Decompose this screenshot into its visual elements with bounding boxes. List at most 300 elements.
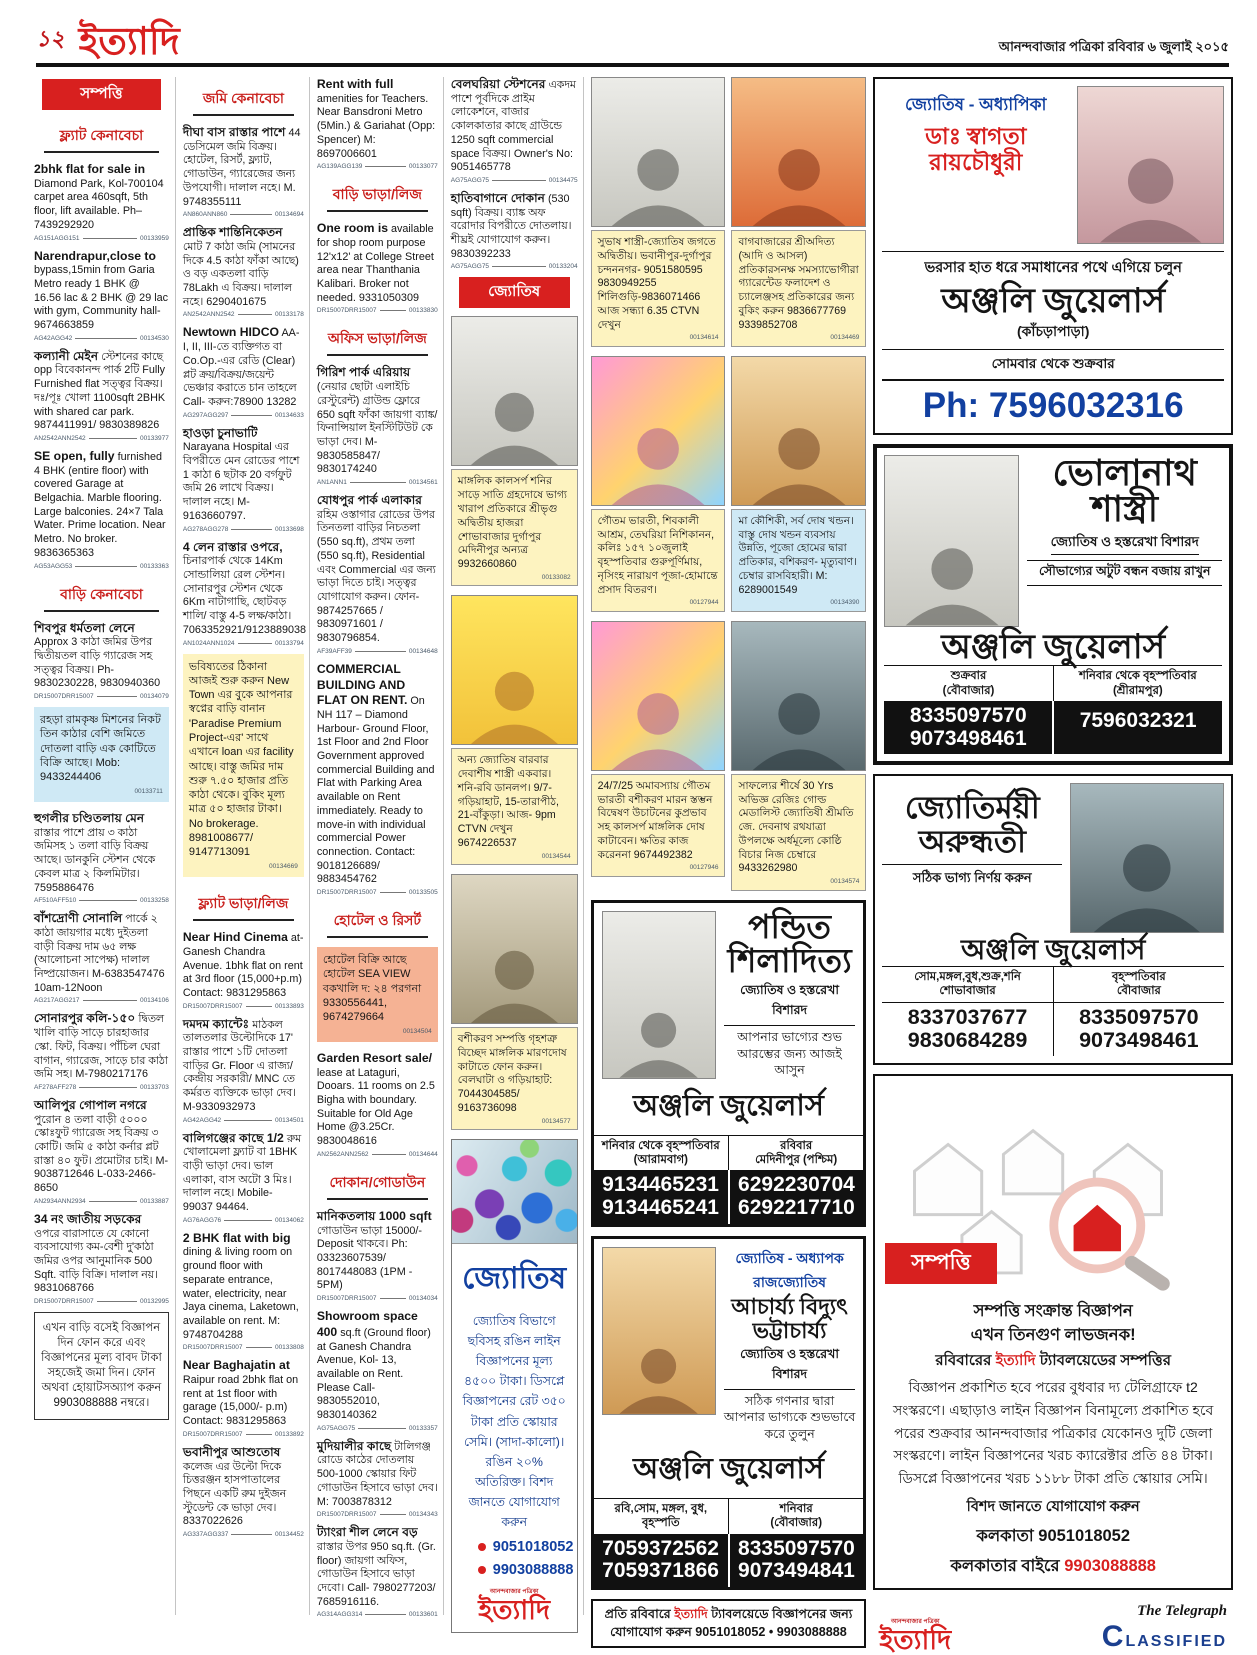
ad-code: AG314AGG314 bbox=[316, 1611, 363, 1619]
ad-text bbox=[34, 1098, 169, 1196]
slot-place: বৌবাজার bbox=[1116, 985, 1161, 998]
ad-text bbox=[34, 1212, 169, 1296]
etyadi-logo bbox=[879, 1608, 951, 1654]
code-rule bbox=[372, 1154, 406, 1155]
ad-headline: Newtown HIDCO bbox=[182, 325, 280, 340]
ad-code-row bbox=[317, 648, 438, 655]
ad-serial: 00133698 bbox=[274, 525, 304, 533]
slot-place: (শ্রীরামপুর) bbox=[1112, 684, 1163, 697]
code-rule bbox=[246, 1006, 272, 1007]
ad-serial: 00133959 bbox=[139, 234, 169, 242]
astrologer-photo bbox=[731, 621, 866, 771]
ad-serial: 00134577 bbox=[541, 1117, 571, 1125]
slot-place: শোভাবাজার bbox=[939, 985, 996, 998]
code-rule bbox=[231, 1534, 272, 1535]
ad-body: ভবিষ্যতের ঠিকানা আজই শুরু করুন New Town এর বুকে আপনার স্বপ্নের বাড়ি বানান 'Paradise Premium Project-এর' সাথে এখানে loan এর facility আছে। বাস্তু জমির দাম শুরু ৭.৫০ হাজার প্রতি কাঠা থেকে। বুকিং মূল্য মাত্র ৫০ হাজার টাকা। No brokerage. 8981008677/ 9147713091 bbox=[188, 660, 294, 859]
classified-ad bbox=[34, 621, 169, 701]
ad-text bbox=[34, 449, 169, 561]
bullet-dot bbox=[478, 1543, 486, 1551]
ad-serial: 00134106 bbox=[139, 997, 169, 1005]
ad-body: (নেয়ার ছোটা এলাইচি রেস্টুরেন্ট) গ্রাউন্ড ফ্লোরে 650 sqft ফাঁকা জায়গা ব্যাঙ্ক/ফিনান্সিয়াল ইনস্টিটিউট কে ভাড়া দেব। M- 9830585847/ 9830174240 bbox=[316, 381, 438, 476]
astrologer-photo bbox=[591, 356, 726, 506]
ad-serial: 00133082 bbox=[541, 573, 571, 581]
ad-code-row bbox=[183, 640, 304, 647]
ad-headline: কল্যানী মেইন bbox=[34, 348, 99, 363]
photo-caption bbox=[591, 509, 726, 612]
ad-headline: Garden Resort sale/ bbox=[316, 1050, 433, 1065]
dateline: আনন্দবাজার পত্রিকা রবিবার ৬ জুলাই ২০১৫ bbox=[998, 39, 1229, 54]
slot-days: বৃহস্পতিবার bbox=[1112, 970, 1166, 983]
phone-cell bbox=[728, 1170, 864, 1223]
column-astrologer-ads bbox=[591, 77, 867, 1639]
section-heading: বাড়ি ভাড়া/লিজ bbox=[327, 177, 428, 212]
classified-ad bbox=[317, 1525, 438, 1618]
astrologer-photo bbox=[731, 356, 866, 506]
phone-cell bbox=[594, 1170, 728, 1223]
ad-code-row bbox=[183, 211, 304, 218]
ad-serial: 00133893 bbox=[274, 1002, 304, 1010]
ad-body: On NH 117 – Diamond Harbour- Ground Floor, 1st Floor and 2nd Floor Government approved commercial Building and Flat with Parking Area available on Rent immediately. Ready to move-in with individual commercial Power connection. Contact: 9018126689/ 9883454762 bbox=[316, 695, 435, 886]
strip-text: ট্যাবলয়েডে বিজ্ঞাপনের জন্য bbox=[711, 1606, 853, 1621]
swagata-kicker: জ্যোতিষ - অধ্যাপিকা bbox=[905, 95, 1047, 114]
ad-headline: শিবপুর ধর্মতলা লেনে bbox=[34, 620, 135, 635]
ad-headline: Narendrapur,close to bbox=[34, 248, 156, 263]
property-banner: সম্পত্তি bbox=[885, 1243, 996, 1284]
ad-code-row bbox=[34, 997, 169, 1004]
ad-headline: দীঘা বাস রাস্তার পাশে bbox=[182, 125, 286, 139]
section-heading: বাড়ি কেনাবেচা bbox=[44, 577, 159, 612]
classified-ad bbox=[183, 1358, 304, 1438]
classified-ad bbox=[34, 249, 169, 342]
swagata-photo bbox=[1077, 86, 1224, 244]
masthead-small: আনন্দবাজার পত্রিকা bbox=[890, 1618, 940, 1625]
anjali-jewellers-brand: অঞ্জলি জুয়েলার্স bbox=[941, 628, 1166, 666]
bullet-dot bbox=[478, 1566, 486, 1574]
classified-ad bbox=[183, 1445, 304, 1538]
pandit-subtitle: জ্যোতিষ ও হস্তরেখা বিশারদ bbox=[740, 983, 839, 1018]
ad-headline: ভবানীপুর আশুতোষ bbox=[182, 1444, 281, 1459]
ad-code: DR15007DRR15007 bbox=[316, 889, 377, 897]
ad-code-row bbox=[34, 1298, 169, 1305]
swagata-name: ডাঃ স্বাগতা রায়চৌধুরী bbox=[925, 124, 1027, 176]
section-heading: জমি কেনাবেচা bbox=[193, 81, 294, 116]
ad-serial: 00134669 bbox=[268, 862, 298, 870]
pandit-siladitya-ad bbox=[591, 900, 867, 1227]
ad-text bbox=[183, 1131, 304, 1215]
classified-ad bbox=[34, 449, 169, 570]
ad-code-row bbox=[34, 897, 169, 904]
ad-code-row bbox=[317, 163, 438, 170]
ad-body: Diamond Park, Kol-700104 carpet area 460sqft, 5th floor, lift available. Ph–7439292920 bbox=[34, 177, 164, 231]
promo-contact-label: বিশদ জানতে যোগাযোগ করুন bbox=[966, 1498, 1140, 1515]
promo-outside-line bbox=[885, 1553, 1221, 1580]
section-masthead: ইত্যাদি bbox=[78, 20, 180, 63]
code-rule bbox=[380, 310, 406, 311]
code-rule bbox=[380, 892, 406, 893]
ad-code-row bbox=[34, 563, 169, 570]
slot-place: মেদিনীপুর (পশ্চিম) bbox=[755, 1154, 838, 1166]
ad-serial: 00134544 bbox=[541, 852, 571, 860]
ad-serial: 00134469 bbox=[830, 334, 860, 342]
ad-body: পুরোন ৪ তলা বাড়ী ৫০০০ স্কোঃফুট গ্যারেজ সহ বিক্রয় ৩ কোটি। জমি ৫ কাঠা কর্নার প্লট রাস্তা ৪০ ফুট। প্রমোটার চাই। M-9038712646 L-033-2466-8650 bbox=[34, 1113, 169, 1195]
swagata-phone: Ph: 7596032316 bbox=[922, 385, 1184, 425]
ad-code: AG53AGG53 bbox=[34, 562, 73, 570]
ad-text bbox=[34, 621, 169, 692]
ad-code: AG151AGG151 bbox=[34, 234, 80, 242]
jyotirmoyee-schedule bbox=[882, 966, 1224, 1002]
promo-body: বিজ্ঞাপন প্রকাশিত হবে পরের বুধবার দ্য টেলিগ্রাফে t2 সংস্করণে। এছাড়াও লাইন বিজ্ঞাপন বিনামূল্যে প্রকাশিত হবে পরের শুক্রবার আনন্দবাজার পত্রিকার যেকোনও দুটি জেলা সংস্করণে। লাইন বিজ্ঞাপনের খরচ ক্যারেক্টার প্রতি ৪৪ টাকা। ডিসপ্লে বিজ্ঞাপনের খরচ ১১৮৮ টাকা প্রতি স্কোয়ার সেমি। bbox=[893, 1379, 1214, 1486]
phone-cell bbox=[882, 1003, 1052, 1056]
contact-phone-line bbox=[452, 1562, 577, 1578]
code-rule bbox=[97, 696, 137, 697]
column-display-ads bbox=[873, 77, 1233, 1655]
photo-caption bbox=[731, 509, 866, 612]
section-heading: ফ্ল্যাট ভাড়া/লিজ bbox=[193, 886, 294, 921]
section-banner: জ্যোতিষ bbox=[459, 277, 570, 308]
tabloid-contact-strip bbox=[591, 1599, 867, 1648]
ad-headline: হাওড়া চুনাভাটি bbox=[182, 425, 258, 440]
ad-serial: 00133505 bbox=[408, 889, 438, 897]
etyadi-wordmark: ইত্যাদি bbox=[879, 1624, 952, 1655]
ad-headline: মুদিয়ালীর কাছে bbox=[316, 1438, 392, 1453]
phone-number: 8335097570 bbox=[909, 704, 1027, 728]
phone-number: 6292217710 bbox=[738, 1196, 855, 1220]
ad-headline: 34 নং জাতীয় সড়কের bbox=[34, 1211, 142, 1226]
photo-ads-pair bbox=[591, 77, 867, 900]
ad-body: একদম পাশে পূর্বদিকে প্রাইম লোকেশনে, বাজার কোলকাতার কাছে গ্রাউন্ডে 1250 sqft commercial space বিক্রয়। Owner's No: 9051465778 bbox=[450, 79, 576, 174]
ad-body: amenities for Teachers. Near Bansdroni Metro (5Min.) & Gariahat (Opp: Spencer) M: 8697006601 bbox=[316, 92, 436, 160]
phone-number: 8335097570 bbox=[738, 1536, 855, 1560]
code-rule bbox=[492, 180, 546, 181]
classified-ad bbox=[183, 125, 304, 218]
swagata-top bbox=[882, 86, 1224, 244]
pandit-title: পন্ডিত bbox=[748, 909, 832, 946]
classified-wordmark bbox=[1102, 1620, 1227, 1654]
ad-code: AN1ANN1 bbox=[316, 479, 347, 487]
ad-headline: বালিগঞ্জের কাছে 1/2 bbox=[182, 1130, 284, 1145]
ad-serial: 00134574 bbox=[830, 878, 860, 886]
ad-body: sq.ft (Ground floor) at Ganesh Chandra Avenue, Kol- 13, available on Rent. Please Call- 9830552010, 9830140362 bbox=[316, 1326, 431, 1422]
slot-days: শুক্রবার bbox=[950, 670, 987, 683]
page-number: ১২ bbox=[36, 26, 65, 51]
ad-headline: Near Baghajatin at bbox=[182, 1358, 290, 1373]
kolkata-phone: 9051018052 bbox=[1038, 1526, 1131, 1545]
ad-body: চিনারপার্ক থেকে 14Km সোন্ডালিয়া রেল স্টেশন। সোনারপুর স্টেশন থেকে 6Km নাটাগাছি, ছোটবড় শালি/ বাস্তু 4-5 লক্ষ/কাঠা। 7063352921/9123889038 bbox=[182, 555, 306, 636]
classified-ad bbox=[317, 221, 438, 314]
property-illustration bbox=[875, 1076, 1231, 1294]
ad-body: lease at Lataguri, Dooars. 11 rooms on 2.5 Bigha with boundary. Suitable for Old Age Home @3.25Cr. 9830048616 bbox=[316, 1066, 435, 1148]
classified-ad bbox=[183, 930, 304, 1010]
code-rule bbox=[83, 238, 137, 239]
ad-code: DR15007DRR15007 bbox=[316, 1295, 377, 1303]
ad-headline: বেলঘরিয়া স্টেশনের bbox=[450, 77, 546, 91]
branch-name: (কাঁচড়াপাড়া) bbox=[1016, 322, 1090, 339]
ad-body: টালিগঞ্জ রোডে কাঠের দোতলায় 500-1000 স্কোয়ার ফিট গোডাউন হিসাবে ভাড়া দেব। M: 7003878312 bbox=[316, 1440, 438, 1508]
jyotirmoyee-tagline: সঠিক ভাগ্য নির্ণয় করুন bbox=[882, 864, 1062, 890]
ad-headline: Showroom space 400 bbox=[316, 1309, 418, 1339]
astrologer-photo bbox=[451, 595, 578, 745]
code-rule bbox=[365, 1614, 405, 1615]
ad-code-row bbox=[317, 1611, 438, 1618]
photo-caption bbox=[451, 469, 578, 586]
ad-body: স্টেশনের কাছে opp বিবেকানন্দ পার্ক 2টি Fully Furnished flat সত্ত্বর বিক্রয়। দঃ/পূঃ খোলা 1100sqft 2BHK with shared car park. 9874411991/ 9830389826 bbox=[34, 350, 166, 432]
phone-number: 9903088888 bbox=[492, 1562, 574, 1579]
ad-serial: 00133357 bbox=[408, 1424, 438, 1432]
pandit-tagline: আপনার ভাগ্যের শুভ আরম্ভের জন্য আজই আসুন bbox=[724, 1025, 856, 1078]
phone-number: 9830684289 bbox=[907, 1028, 1028, 1053]
ad-headline: COMMERCIAL BUILDING AND FLAT ON RENT. bbox=[316, 661, 408, 708]
ad-headline: হাতিবাগানে দোকান bbox=[450, 190, 545, 205]
code-rule bbox=[75, 566, 137, 567]
ad-text bbox=[34, 162, 169, 233]
ad-code-row bbox=[451, 263, 578, 270]
ad-body: (530 sqft) বিক্রয়। ব্যাঙ্ক অফ বরোদার বিপরীতে দোতলায়। শীঘ্রই যোগাযোগ করুন। 9830392233 bbox=[450, 192, 572, 260]
caption-text: মাঙ্গলিক কালসর্প শনির সাড়ে সাতি গ্রহদোষে ভাগ্য খারাপ প্রতিকারে শ্রীভৃগু অদ্বিতীয় হাজরা শোভাবাজার দুর্গাপুর মেদিনীপুর অন্যত্র 9932660860 bbox=[457, 475, 567, 571]
slot-days: শনিবার bbox=[779, 1502, 813, 1515]
ad-code: AN2934ANN2934 bbox=[34, 1197, 86, 1205]
ad-serial: 00134504 bbox=[402, 1027, 432, 1035]
telegraph-wordmark: The Telegraph bbox=[1137, 1602, 1227, 1619]
phone-number: 6292230704 bbox=[738, 1173, 855, 1197]
schedule-slot bbox=[1053, 967, 1224, 1002]
caption-text: মা কৌশিকী, সর্ব দোষ খন্ডন। বাস্তু দোষ খন্ডন ব্যবসায় উন্নতি, পূজো হোমের দ্বারা প্রতিকার, বশিকরণ- মৃত্যুবাণ। চেম্বার রাসবিহারী। M: 6289001549 bbox=[738, 514, 857, 596]
anjali-jewellers-brand: অঞ্জলি জুয়েলার্স bbox=[961, 935, 1146, 967]
classified-ad bbox=[183, 225, 304, 318]
code-rule bbox=[83, 1000, 137, 1001]
ad-serial: 00134390 bbox=[830, 599, 860, 607]
ad-text bbox=[34, 249, 169, 333]
ad-code: AN2542ANN2542 bbox=[182, 311, 235, 319]
ad-code-row bbox=[34, 1198, 169, 1205]
ad-code-row bbox=[34, 335, 169, 342]
astrologer-photo bbox=[451, 316, 578, 466]
ad-code-row bbox=[183, 1531, 304, 1538]
bholanath-title: ভোলানাথ bbox=[1052, 452, 1197, 493]
swagata-days: সোমবার থেকে শুক্রবার bbox=[882, 349, 1224, 381]
classified-rest: LASSIFIED bbox=[1125, 1632, 1227, 1650]
code-rule bbox=[380, 1514, 406, 1515]
promo-lead bbox=[885, 1350, 1221, 1373]
masthead-small: আনন্দবাজার পত্রিকা bbox=[489, 1589, 539, 1596]
ad-headline: প্রান্তিক শান্তিনিকেতন bbox=[182, 225, 283, 240]
ad-code-row bbox=[34, 435, 169, 442]
ad-code-row bbox=[183, 412, 304, 419]
ad-body: রুম খোলামেলা ফ্ল্যাট বা 1BHK বাড়ী ভাড়া দেব। ভাল এলাকা, বাস অটো 3 মিঃ। দালাল নহে। Mobile- 99037 94464. bbox=[182, 1132, 302, 1214]
phone-number: 7596032321 bbox=[1079, 709, 1197, 733]
promo-lead-text: রবিবারের bbox=[935, 1351, 992, 1369]
jyotirmoyee-title2: অরুন্ধতী bbox=[918, 823, 1026, 859]
section-heading: দোকান/গোডাউন bbox=[327, 1165, 428, 1200]
ad-code-row bbox=[34, 1084, 169, 1091]
ad-body: পার্কে ২ কাঠা জায়গার মধ্যে দুইতলা বাড়ী বিক্রয় দাম ৬৫ লক্ষ (আলোচনা সাপেক্ষ) দালাল নিষ্প্রয়োজন। M-6383547476 10am-12Noon bbox=[34, 913, 165, 994]
acharya-schedule bbox=[594, 1498, 864, 1534]
ad-code-row bbox=[317, 1511, 438, 1518]
ad-headline: SE open, fully bbox=[34, 448, 115, 463]
phone-cell bbox=[594, 1534, 728, 1587]
ad-serial: 00134475 bbox=[548, 176, 578, 184]
ad-serial: 00134501 bbox=[274, 1116, 304, 1124]
column-land bbox=[183, 77, 310, 1615]
ad-serial: 00133601 bbox=[408, 1611, 438, 1619]
phone-cell bbox=[1053, 1003, 1224, 1056]
code-rule bbox=[97, 1301, 137, 1302]
ad-body: মোট 7 কাঠা জমি (সামনের দিকে 4.5 কাঠা ফাঁকা আছে) ও বড় একতলা বাড়ি 78Lakh এ বিক্রয়। দালাল নহে। 6290401675 bbox=[182, 240, 299, 308]
ad-code: AF510AFF510 bbox=[34, 897, 77, 905]
ad-code: AG76AGG76 bbox=[182, 1216, 222, 1224]
ad-code-row bbox=[34, 693, 169, 700]
astrology-rates-ad bbox=[451, 1139, 578, 1633]
ad-text bbox=[183, 1017, 304, 1115]
code-rule bbox=[350, 482, 406, 483]
ad-body: furnished 4 BHK (entire floor) with covered Garage at Belgachia. Marble flooring. Large balconies. 24×7 Tala Water. Prime location. Near Metro. No broker. 9836365363 bbox=[34, 450, 166, 559]
ad-code: AF278AFF278 bbox=[34, 1083, 77, 1091]
acharya-titles bbox=[724, 1247, 856, 1442]
outside-label: কলকাতার বাইরে bbox=[950, 1556, 1060, 1575]
ad-headline: সোনারপুর কলি-১৫০ bbox=[34, 1011, 136, 1026]
ad-code-row bbox=[317, 1151, 438, 1158]
schedule-slot bbox=[728, 1136, 863, 1171]
classified-ad bbox=[183, 1231, 304, 1352]
ad-text bbox=[183, 325, 304, 409]
ad-code: DR15007DRR15007 bbox=[182, 1430, 243, 1438]
slot-place: (বৌবাজার) bbox=[942, 684, 995, 697]
pandit-phones bbox=[594, 1170, 864, 1223]
ad-serial: 00127946 bbox=[689, 864, 719, 872]
ad-code: AG278AGG278 bbox=[182, 525, 229, 533]
acharya-bidyut-ad bbox=[591, 1236, 867, 1590]
swagata-tagline: ভরসার হাত ধরে সমাধানের পথে এগিয়ে চলুন bbox=[882, 251, 1224, 281]
ad-text bbox=[317, 1439, 438, 1510]
photo-caption bbox=[451, 748, 578, 865]
caption-text: বাগবাজারের শ্রীঅদিত্য (আদি ও আসল) প্রতিকারসনক্ষ সমস্যাভোগীরা গ্যারেন্টেড ফলাদেশ ও চ্যালেঞ্জসহ প্রতিকারের জন্য বুকিং করুন 9836677769 9339852708 bbox=[738, 236, 859, 331]
ad-code-row bbox=[34, 235, 169, 242]
code-rule bbox=[89, 1201, 137, 1202]
acharya-subtitle: জ্যোতিষ ও হস্তরেখা বিশারদ bbox=[740, 1347, 839, 1382]
caption-text: 24/7/25 অমাবস্যায় গৌতম ভারতী বশীকরণ মারন স্তম্ভন বিদ্বেষণ উচাটনের কুপ্রভাব সহ কালসর্প মাঙ্গলিক দোষ কাটাবেন। ক্ষতির কাজ করেননা 9674492382 bbox=[597, 779, 713, 861]
ad-code: AG297AGG297 bbox=[182, 411, 229, 419]
section-heading: ফ্ল্যাট কেনাবেচা bbox=[44, 118, 159, 153]
gems-photo bbox=[452, 1140, 577, 1244]
classified-ad bbox=[317, 1309, 438, 1432]
classified-ad bbox=[34, 162, 169, 242]
promo-headline bbox=[885, 1300, 1221, 1348]
ad-code: DR15007DRR15007 bbox=[316, 1511, 377, 1519]
ad-body: bypass,15min from Garia Metro ready 1 BHK @ 16.56 lac & 2 BHK @ 29 lac with gym, Community hall- 9674663859 bbox=[34, 264, 168, 332]
ad-code-row bbox=[183, 311, 304, 318]
ad-headline: Rent with full bbox=[316, 77, 394, 91]
property-promo-ad bbox=[873, 1074, 1233, 1590]
ad-body: এখন বাড়ি বসেই বিজ্ঞাপন দিন ফোন করে এবং বিজ্ঞাপনের মূল্য বাবদ টাকা সহজেই জমা দিন। ফোন অথবা হোয়াটসঅ্যাপ করুন 9903088888 নম্বরে। bbox=[41, 1322, 162, 1409]
ad-code: DR15007DRR15007 bbox=[182, 1002, 243, 1010]
ad-text bbox=[317, 365, 438, 477]
code-rule bbox=[231, 529, 272, 530]
code-rule bbox=[224, 1120, 272, 1121]
ad-serial: 00133204 bbox=[548, 263, 578, 271]
boxed-ad bbox=[34, 1312, 169, 1420]
classified-ad bbox=[317, 1051, 438, 1158]
phone-number: 7059371866 bbox=[602, 1559, 719, 1583]
ad-serial: 00132995 bbox=[139, 1298, 169, 1306]
ad-code: AG42AGG42 bbox=[34, 334, 73, 342]
swagata-titles bbox=[882, 86, 1069, 244]
phone-number: 9073498461 bbox=[1079, 1028, 1199, 1053]
jyotirmoyee-phones bbox=[882, 1002, 1224, 1056]
ad-text bbox=[183, 125, 304, 209]
classified-initial: C bbox=[1101, 1619, 1126, 1653]
classified-ad bbox=[34, 1098, 169, 1205]
astrology-rates-text: জ্যোতিষ বিভাগে ছবিসহ রঙিন লাইন বিজ্ঞাপনের মূল্য ৪৫০০ টাকা। ডিসপ্লে বিজ্ঞাপনের রেট ৩৫০ টাকা প্রতি স্কোয়ার সেমি। (সাদা-কালো)। রঙিন ২০% অতিরিক্ত। বিশদ জানতে যোগাযোগ করুন bbox=[462, 1314, 566, 1529]
astrologer-photo bbox=[731, 77, 866, 227]
ad-headline: মানিকতলায় 1000 sqft bbox=[316, 1208, 432, 1223]
ad-text bbox=[451, 191, 578, 262]
phone-number: 9073498461 bbox=[909, 726, 1027, 750]
bholanath-subtitle: জ্যোতিষ ও হস্তরেখা বিশারদ bbox=[1051, 531, 1199, 555]
bholanath-schedule bbox=[884, 665, 1222, 701]
schedule-slot bbox=[1053, 666, 1222, 701]
pandit-schedule bbox=[594, 1135, 864, 1171]
ad-headline: আলিপুর গোপাল নগরে bbox=[34, 1097, 147, 1112]
ad-code: DR15007DRR15007 bbox=[34, 693, 94, 701]
caption-text: বশীকরণ সম্পত্তি গৃহশত্রু বিচ্ছেদ মাঙ্গলিক মারণদোষ কাটাতে ফোন করুন। বেলঘাটা ও গড়িয়াহাট: 7044304585/ 9163736098 bbox=[457, 1033, 567, 1114]
ad-code: AG75AGG75 bbox=[450, 263, 490, 271]
ad-code-row bbox=[317, 1295, 438, 1302]
code-rule bbox=[224, 1220, 272, 1221]
ad-text bbox=[317, 1051, 438, 1149]
ad-text bbox=[34, 1011, 169, 1082]
ad-serial: 00134530 bbox=[139, 334, 169, 342]
bholanath-photo bbox=[884, 455, 1019, 627]
photo-caption bbox=[591, 774, 726, 877]
classified-ad bbox=[317, 1439, 438, 1519]
jyotirmoyee-top bbox=[882, 783, 1224, 933]
footer-logos bbox=[873, 1598, 1233, 1654]
ad-body: হোটেল বিক্রি আছে হোটেল SEA VIEW বকখালি দ: ২৪ পরগনা 9330556441, 9674279664 bbox=[322, 954, 422, 1024]
bholanath-title2: শাস্ত্রী bbox=[1091, 488, 1159, 529]
section-banner: সম্পত্তি bbox=[42, 79, 161, 110]
slot-days: শনিবার থেকে বৃহস্পতিবার bbox=[1078, 670, 1197, 683]
anjali-jewellers-brand: অঞ্জলি জুয়েলার্স bbox=[633, 1089, 824, 1122]
etyadi-inline-logo: ইত্যাদি bbox=[674, 1606, 708, 1621]
ad-text bbox=[34, 911, 169, 995]
ad-serial: 00133830 bbox=[408, 307, 438, 315]
ad-code: AG42AGG42 bbox=[182, 1116, 222, 1124]
ad-headline: 2 BHK flat with big bbox=[182, 1230, 291, 1245]
code-rule bbox=[355, 651, 406, 652]
ad-code: AG75AGG75 bbox=[450, 176, 490, 184]
ad-serial: 00134062 bbox=[274, 1216, 304, 1224]
ad-body: 44 ডেসিমেল জমি বিক্রয়। হোটেল, রিসর্ট, ফ্ল্যাট, গোডাউন, গ্যারেজের জন্য উপযোগী। দালাল নহে। M. 9748355111 bbox=[182, 127, 301, 208]
ad-text bbox=[34, 811, 169, 895]
ad-serial: 00134694 bbox=[274, 211, 304, 219]
kolkata-label: কলকাতা bbox=[976, 1526, 1034, 1545]
etyadi-wordmark: ইত্যাদি bbox=[478, 1595, 551, 1626]
ad-text bbox=[183, 426, 304, 524]
code-rule bbox=[75, 338, 137, 339]
classified-ad bbox=[183, 1017, 304, 1124]
section-heading: হোটেল ও রিসর্ট bbox=[327, 903, 428, 938]
jyotirmoyee-title: জ্যোতির্ময়ী bbox=[904, 790, 1040, 826]
ad-serial: 00133887 bbox=[139, 1197, 169, 1205]
ad-body: গোডাউন ভাড়া 15000/- Deposit থাকবে। Ph: 03323607539/ 8017448083 (1PM - 5PM) bbox=[316, 1224, 423, 1292]
anjali-jewellers-brand: অঞ্জলি জুয়েলার্স bbox=[633, 1452, 824, 1485]
slot-days: শনিবার থেকে বৃহস্পতিবার bbox=[601, 1139, 720, 1152]
ad-text bbox=[317, 1209, 438, 1293]
ad-serial: 00134452 bbox=[274, 1531, 304, 1539]
section-heading: অফিস ভাড়া/লিজ bbox=[327, 321, 428, 356]
ad-body: AA-I, II, III-তে ব্যক্তিগত বা Co.Op.-এর রেডি (Clear) প্লট ক্রয়/বিক্রয়/জয়েন্ট ভেঞ্চার করাতে চান তাহলে Call- করুন:78900 13282 bbox=[182, 327, 300, 408]
classified-ad bbox=[34, 811, 169, 904]
bholanath-titles bbox=[1027, 452, 1222, 627]
